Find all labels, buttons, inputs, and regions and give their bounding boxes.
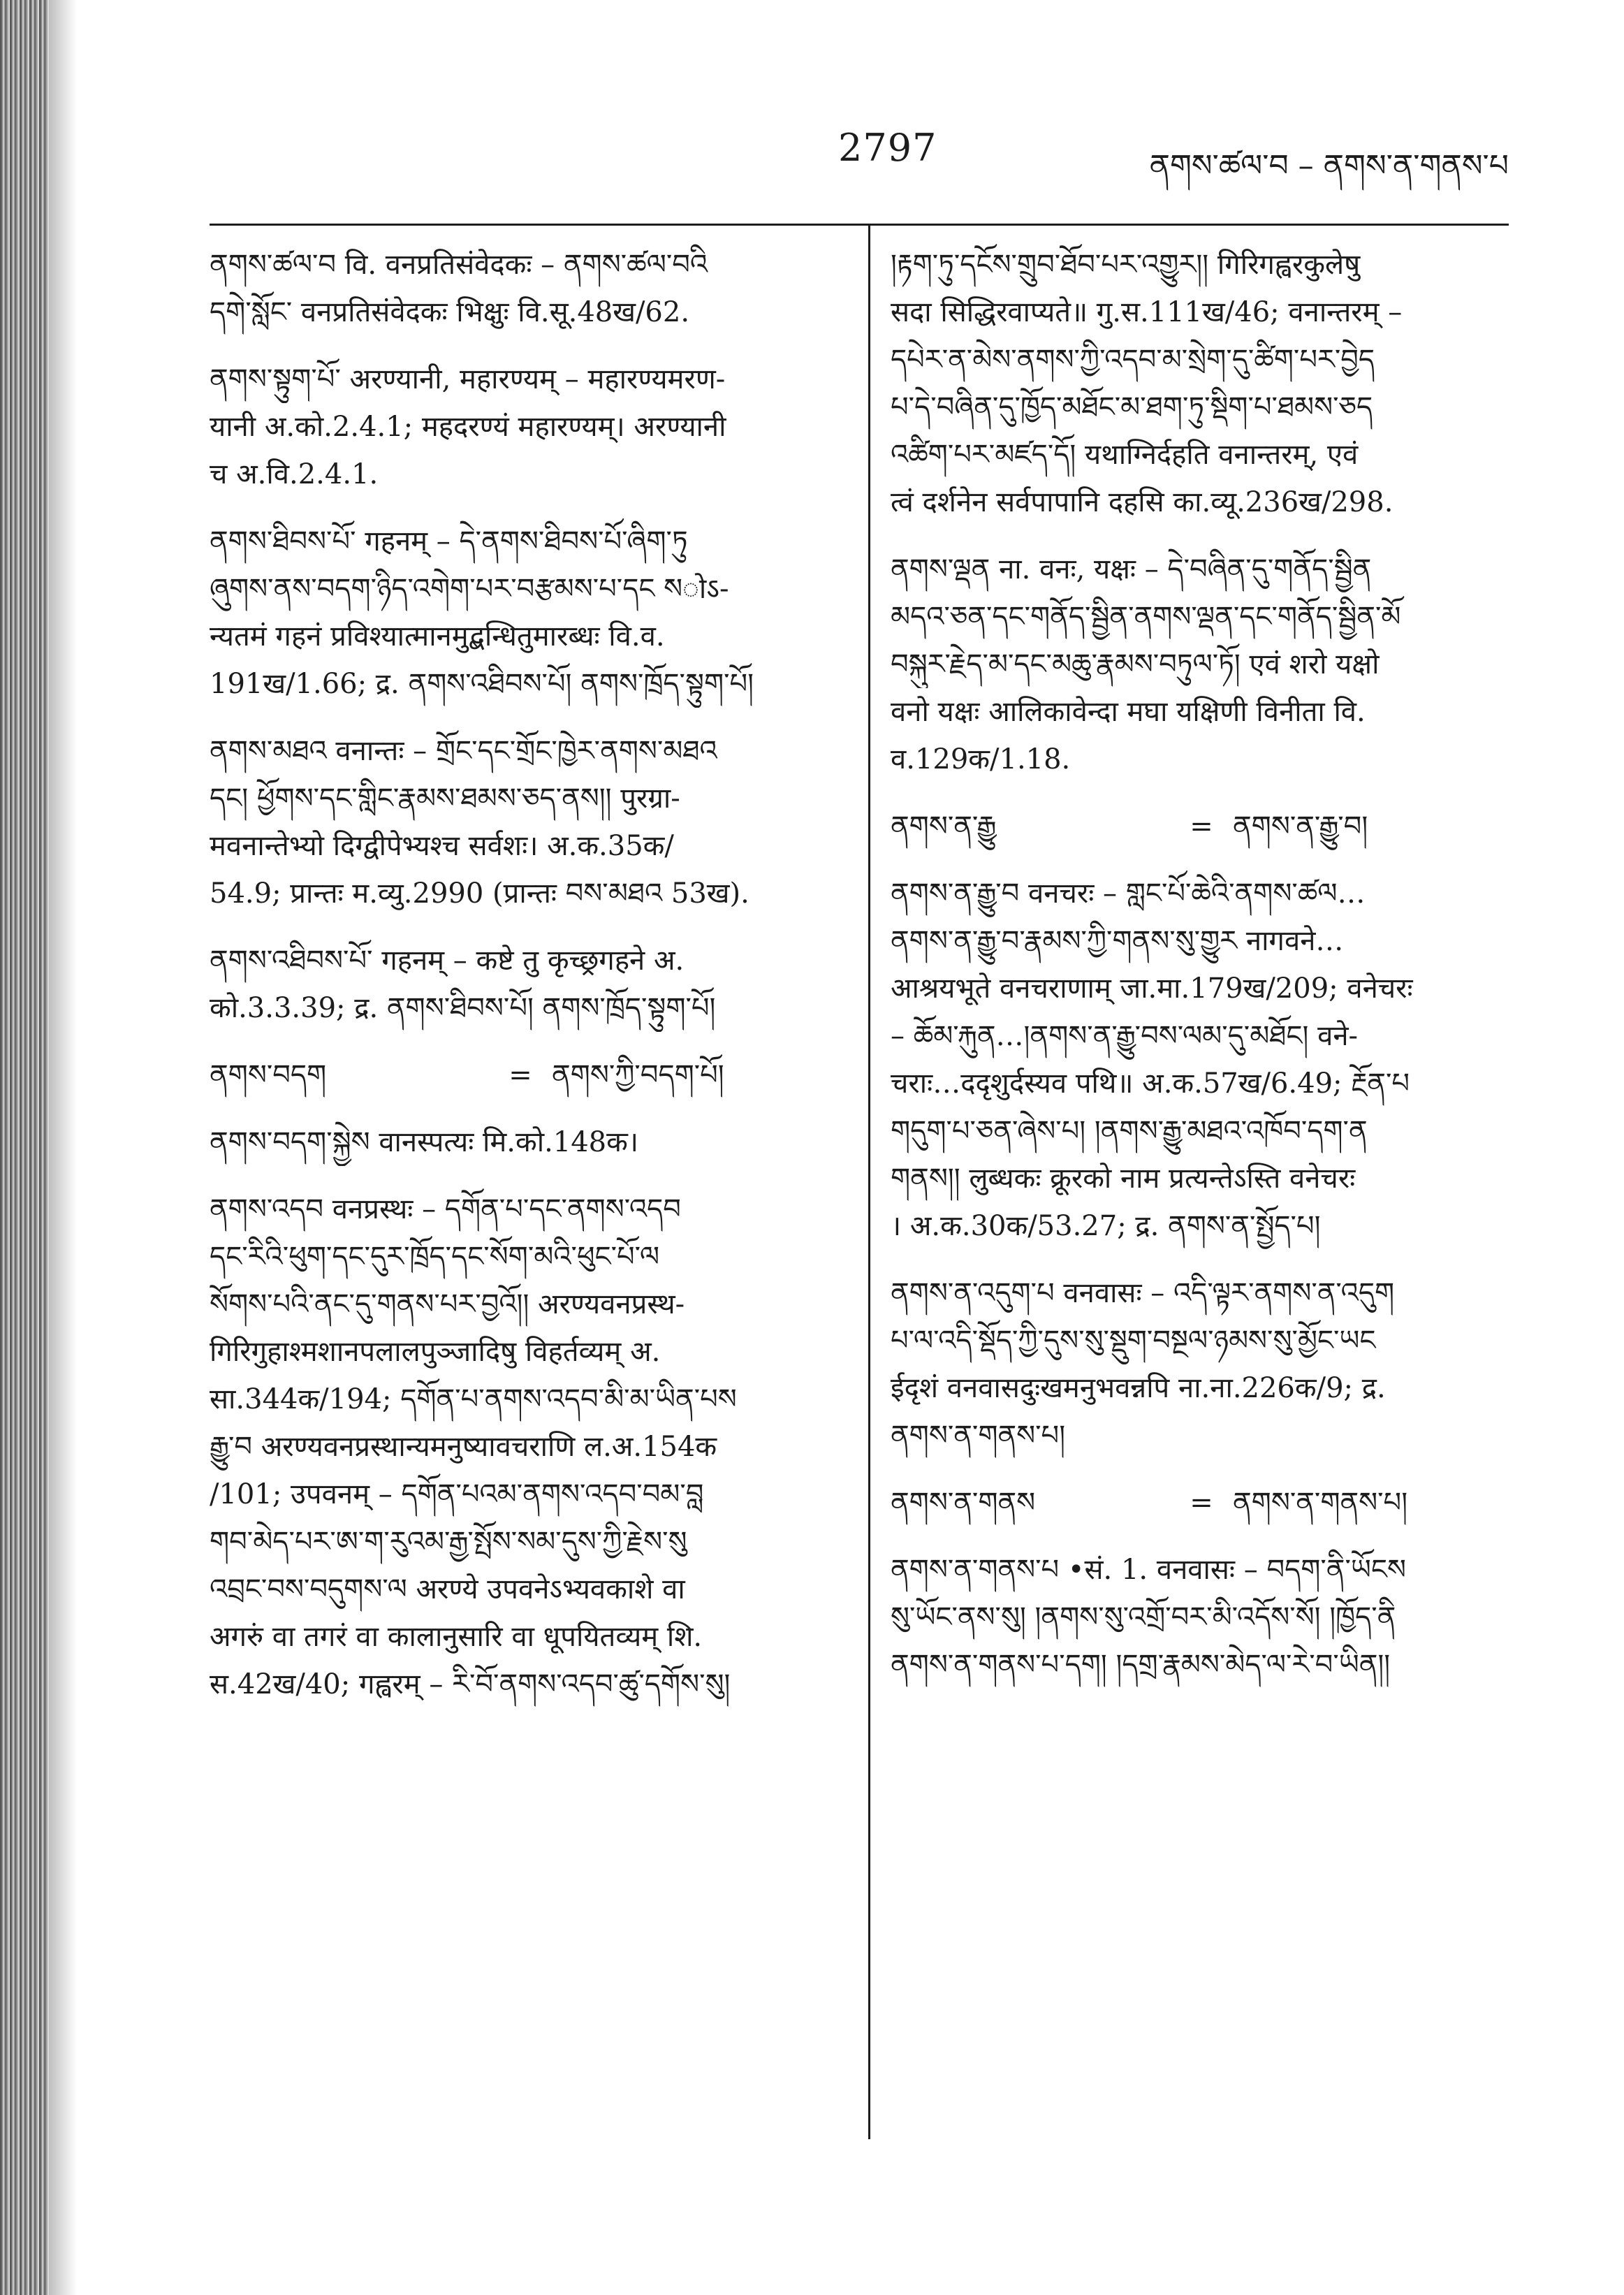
entry-line: པ་དེ་བཞིན་དུ་ཁྱོད་མཐོང་མ་ཐག་ཏུ་སྡིག་པ་ཐམས་ཅད	[891, 391, 1373, 423]
entry-line	[891, 1479, 1519, 1527]
dictionary-entry	[891, 1269, 1519, 1459]
headword: ནགས་ན་རྒྱུ	[891, 810, 997, 843]
entry-line: ནགས་འཐིབས་པོ་ गहनम् – कष्टे तु कृच्छ्रगहने अ.	[210, 945, 685, 977]
entry-line: ནགས་ཚལ་བ वि. वनप्रतिसंवेदकः – ནགས་ཚལ་བའི	[210, 249, 708, 281]
equals-sign: =	[509, 1059, 532, 1091]
entry-line: वनो यक्षः आलिकावेन्दा मघा यक्षिणी विनीता वि.	[891, 696, 1366, 728]
entry-line: དང། ཕྱོགས་དང་གླིང་རྣམས་ཐམས་ཅད་ནས།། पुरग्रा-	[210, 782, 680, 815]
entry-line: स.42ख/40; गह्वरम् – རི་བོ་ནགས་འདབ་ཚུ་དགོས་སུ།	[210, 1668, 731, 1700]
dictionary-entry	[891, 241, 1519, 526]
entry-line	[210, 1051, 838, 1099]
entry-line: ནགས་སྟུག་པོ་ अरण्यानी, महारण्यम् – महारण्यमरण-	[210, 363, 726, 395]
entry-line: ནགས་ན་རྒྱུ་བ वनचरः – གླང་པོ་ཆེའི་ནགས་ཚལ…	[891, 877, 1366, 910]
equals-sign: =	[1190, 810, 1213, 843]
entry-line: /101; उपवनम् – དགོན་པའམ་ནགས་འདབ་བམ་བླ	[210, 1478, 704, 1510]
cross-reference-target: ནགས་ན་གནས་པ།	[1233, 1487, 1408, 1519]
entry-line: གབ་མེད་པར་ཨ་ག་རུའམ་རྒྱ་སྤོས་སམ་དུས་ཀྱི་རྗེས་སུ	[210, 1526, 687, 1558]
entry-line: ནགས་མཐའ वनान्तः – གྲོང་དང་གྲོང་ཁྱེར་ནགས་མཐའ	[210, 735, 717, 767]
left-column	[210, 241, 838, 1728]
running-head: ནགས་ཚལ་བ – ནགས་ན་གནས་པ	[1149, 148, 1509, 184]
cross-reference-entry	[210, 1051, 838, 1099]
entry-line: ནགས་འདབ वनप्रस्थः – དགོན་པ་དང་ནགས་འདབ	[210, 1193, 681, 1225]
entry-line: ནགས་ན་གནས་པ •सं. 1. वनवासः – བདག་ནི་ཡོངས	[891, 1554, 1406, 1586]
entry-line: । अ.क.30क/53.27; द्र. ནགས་ན་སྤྱོད་པ།	[891, 1210, 1321, 1242]
right-column	[891, 241, 1519, 1708]
entry-line: ནགས་ན་གནས་པ།	[891, 1420, 1066, 1452]
entry-line: सा.344क/194; དགོན་པ་ནགས་འདབ་མི་མ་ཡིན་པས	[210, 1383, 737, 1415]
entry-line: – ཆོམ་རྐུན…།ནགས་ན་རྒྱུ་བས་ལམ་དུ་མཐོང། वने-	[891, 1020, 1359, 1052]
cross-reference-entry	[891, 1479, 1519, 1527]
header-rule	[210, 224, 1509, 226]
dictionary-entry	[891, 1546, 1519, 1689]
scan-shadow	[49, 0, 77, 2295]
headword: ནགས་བདག	[210, 1059, 327, 1091]
entry-line: अगरुं वा तगरं वा कालानुसारि वा धूपयितव्यम् शि.	[210, 1621, 703, 1653]
entry-line: དང་རིའི་ཕུག་དང་དུར་ཁྲོད་དང་སོག་མའི་ཕུང་པོ་ལ	[210, 1241, 660, 1273]
cross-reference-target: ནགས་ཀྱི་བདག་པོ།	[552, 1059, 724, 1091]
entry-line: ནགས་ལྡན ना. वनः, यक्षः – དེ་བཞིན་དུ་གནོད་སྦྱིན	[891, 553, 1372, 585]
entry-line: །རྟག་ཏུ་དངོས་གྲུབ་ཐོབ་པར་འགྱུར།། गिरिगह्वरकुलेषु	[891, 249, 1361, 281]
entry-line: ནགས་ན་རྒྱུ་བ་རྣམས་ཀྱི་གནས་སུ་གྱུར नागवने…	[891, 925, 1344, 957]
entry-line: པ་ལ་འདི་སྡོད་ཀྱི་དུས་སུ་སྡུག་བསྔལ་ཉམས་སུ་མྱོང་ཡང	[891, 1325, 1376, 1357]
page-header	[210, 126, 1509, 182]
dictionary-entry	[210, 1119, 838, 1166]
entry-line: འཚིག་པར་མཛད་དོ། यथाग्निर्दहति वनान्तरम्, एवं	[891, 439, 1359, 471]
entry-line: ནགས་ན་འདུག་པ वनवासः – འདི་ལྟར་ནགས་ན་འདུག	[891, 1277, 1395, 1309]
entry-line: ནགས་ན་གནས་པ་དག། །དགྲ་རྣམས་མེད་ལ་རེ་བ་ཡིན།།	[891, 1649, 1391, 1681]
entry-line: འབྲང་བས་བདུགས་ལ अरण्ये उपवनेऽभ्यवकाशे वा	[210, 1573, 685, 1605]
entry-line: को.3.3.39; द्र. ནགས་ཐིབས་པོ། ནགས་ཁྲོད་སྟུག་པོ།	[210, 992, 716, 1024]
entry-line: त्वं दर्शनेन सर्वपापानि दहसि का.व्यू.236ख/298.	[891, 486, 1393, 518]
dictionary-entry	[210, 356, 838, 498]
entry-line: དགེ་སློང་ वनप्रतिसंवेदकः भिक्षुः वि.सू.48ख/62.	[210, 296, 690, 328]
dictionary-entry	[210, 727, 838, 917]
entry-line: आश्रयभूते वनचराणाम् जा.मा.179ख/209; वनेचरः	[891, 972, 1413, 1005]
entry-line: རྒྱུ་བ अरण्यवनप्रस्थान्यमनुष्यावचराणि ल.अ.154क	[210, 1431, 717, 1463]
entry-line: ནགས་བདག་སྐྱེས वानस्पत्यः मि.को.148क।	[210, 1126, 639, 1158]
entry-line: མདའ་ཅན་དང་གནོད་སྦྱིན་ནགས་ལྡན་དང་གནོད་སྦྱིན་མོ	[891, 601, 1401, 633]
dictionary-entry	[891, 546, 1519, 783]
entry-line: ནགས་ཐིབས་པོ་ गहनम् – དེ་ནགས་ཐིབས་པོ་ཞིག་ཏུ	[210, 525, 688, 558]
scan-binding-edge	[0, 0, 49, 2295]
entry-line: च अ.वि.2.4.1.	[210, 458, 379, 490]
headword: ནགས་ན་གནས	[891, 1487, 1036, 1519]
dictionary-entry	[891, 870, 1519, 1250]
dictionary-entry	[210, 937, 838, 1032]
entry-line: སོགས་པའི་ནང་དུ་གནས་པར་བྱའོ།། अरण्यवनप्रस्थ-	[210, 1288, 685, 1320]
entry-line: ईदृशं वनवासदुःखमनुभवन्नपि ना.ना.226क/9; द्र.	[891, 1372, 1386, 1404]
entry-line: व.129क/1.18.	[891, 743, 1071, 775]
entry-line: སུ་ཡོང་ནས་སུ། །ནགས་སུ་འགྲོ་བར་མི་འདོས་སོ། །ཁྱོད་ནི	[891, 1601, 1396, 1633]
entry-line: ཞུགས་ནས་བདག་ཉིད་འགེག་པར་བརྩམས་པ་དང སोऽ-	[210, 573, 729, 605]
page-number: 2797	[838, 126, 937, 170]
entry-line: मवनान्तेभ्यो दिग्द्वीपेभ्यश्च सर्वशः। अ.क.35क/	[210, 830, 674, 862]
entry-line: सदा सिद्धिरवाप्यते॥ गु.स.111ख/46; वनान्तरम् –	[891, 296, 1403, 328]
entry-line: བསྐུར་རྗེད་མ་དང་མཆུ་རྣམས་བཏུལ་ཏོ། एवं शरो यक्षो	[891, 648, 1380, 680]
equals-sign: =	[1190, 1487, 1213, 1519]
entry-line: གནས།། लुब्धकः क्रूरको नाम प्रत्यन्तेऽस्ति वनेचरः	[891, 1163, 1356, 1195]
entry-line: དཔེར་ན་མེས་ནགས་ཀྱི་འདབ་མ་སྲེག་དུ་ཚིག་པར་བྱེད	[891, 344, 1375, 376]
entry-line: न्यतमं गहनं प्रविश्यात्मानमुद्बन्धितुमारब्धः वि.व.	[210, 620, 665, 653]
entry-line	[891, 803, 1519, 850]
entry-line: 54.9; प्रान्तः म.व्यु.2990 (प्रान्तः བས་མཐའ 53ख).	[210, 877, 749, 910]
entry-line: गिरिगुहाश्मशानपलालपुञ्जादिषु विहर्तव्यम् अ.	[210, 1336, 661, 1368]
entry-line: चराः…ददृशुर्दस्यव पथि॥ अ.क.57ख/6.49; རྔོན་པ	[891, 1068, 1410, 1100]
dictionary-entry	[210, 1186, 838, 1708]
entry-line: གདུག་པ་ཅན་ཞེས་པ། །ནགས་རྒྱུ་མཐའ་འཁོབ་དག་ན	[891, 1115, 1368, 1147]
cross-reference-target: ནགས་ན་རྒྱུ་བ།	[1233, 810, 1368, 843]
dictionary-entry	[210, 241, 838, 336]
cross-reference-entry	[891, 803, 1519, 850]
entry-line: यानी अ.को.2.4.1; महदरण्यं महारण्यम्। अरण्यानी	[210, 411, 726, 443]
dictionary-entry	[210, 518, 838, 708]
column-divider	[868, 225, 870, 2139]
entry-line: 191ख/1.66; द्र. ནགས་འཐིབས་པོ། ནགས་ཁྲོད་སྟུག་པོ།	[210, 668, 754, 700]
